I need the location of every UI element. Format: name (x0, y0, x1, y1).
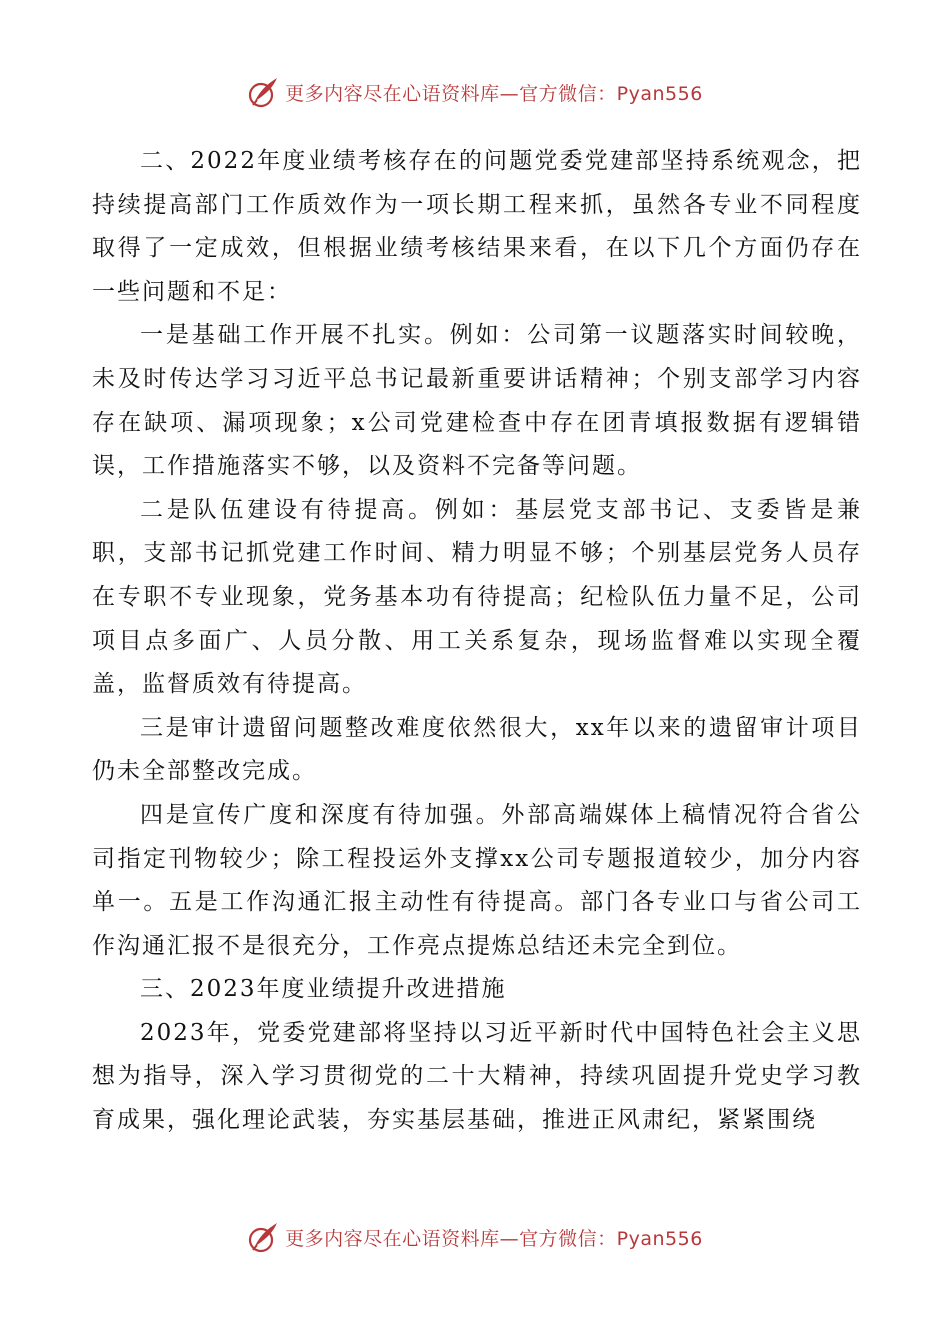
paragraph-2023-plan: 2023年，党委党建部将坚持以习近平新时代中国特色社会主义思想为指导，深入学习贯彻党的二十大精神，持续巩固提升党史学习教育成果，强化理论武装，夯实基层基础，推进正风肃纪，紧紧围绕 (92, 1019, 862, 1134)
paragraph-publicity: 四是宣传广度和深度有待加强。外部高端媒体上稿情况符合省公司指定刊物较少；除工程投运外支撑xx公司专题报道较少，加分内容单一。五是工作沟通汇报主动性有待提高。部门各专业口与省公司工作沟通汇报不是很充分，工作亮点提炼总结还未完全到位。 (92, 801, 862, 959)
watermark-text: 更多内容尽在心语资料库—官方微信：Pyan556 (285, 1227, 703, 1250)
feather-logo-icon (247, 75, 281, 109)
footer-watermark-banner (0, 1215, 950, 1259)
paragraph-audit-issues: 三是审计遗留问题整改难度依然很大，xx年以来的遗留审计项目仍未全部整改完成。 (92, 714, 862, 785)
paragraph-basic-work: 一是基础工作开展不扎实。例如：公司第一议题落实时间较晚，未及时传达学习习近平总书记最新重要讲话精神；个别支部学习内容存在缺项、漏项现象；x公司党建检查中存在团青填报数据有逻辑错误，工作措施落实不够，以及资料不完备等问题。 (92, 322, 862, 480)
document-body (92, 140, 862, 1143)
feather-logo-icon (247, 1220, 281, 1254)
watermark-text: 更多内容尽在心语资料库—官方微信：Pyan556 (285, 82, 703, 105)
section-three-heading: 三、2023年度业绩提升改进措施 (140, 976, 507, 1003)
paragraph-section-two-heading: 二、2022年度业绩考核存在的问题党委党建部坚持系统观念，把持续提高部门工作质效作为一项长期工程来抓，虽然各专业不同程度取得了一定成效，但根据业绩考核结果来看，在以下几个方面仍存在一些问题和不足： (92, 148, 862, 305)
paragraph-team-building: 二是队伍建设有待提高。例如：基层党支部书记、支委皆是兼职，支部书记抓党建工作时间、精力明显不够；个别基层党务人员存在专职不专业现象，党务基本功有待提高；纪检队伍力量不足，公司项目点多面广、人员分散、用工关系复杂，现场监督难以实现全覆盖，监督质效有待提高。 (92, 496, 862, 698)
header-watermark-banner (0, 70, 950, 114)
